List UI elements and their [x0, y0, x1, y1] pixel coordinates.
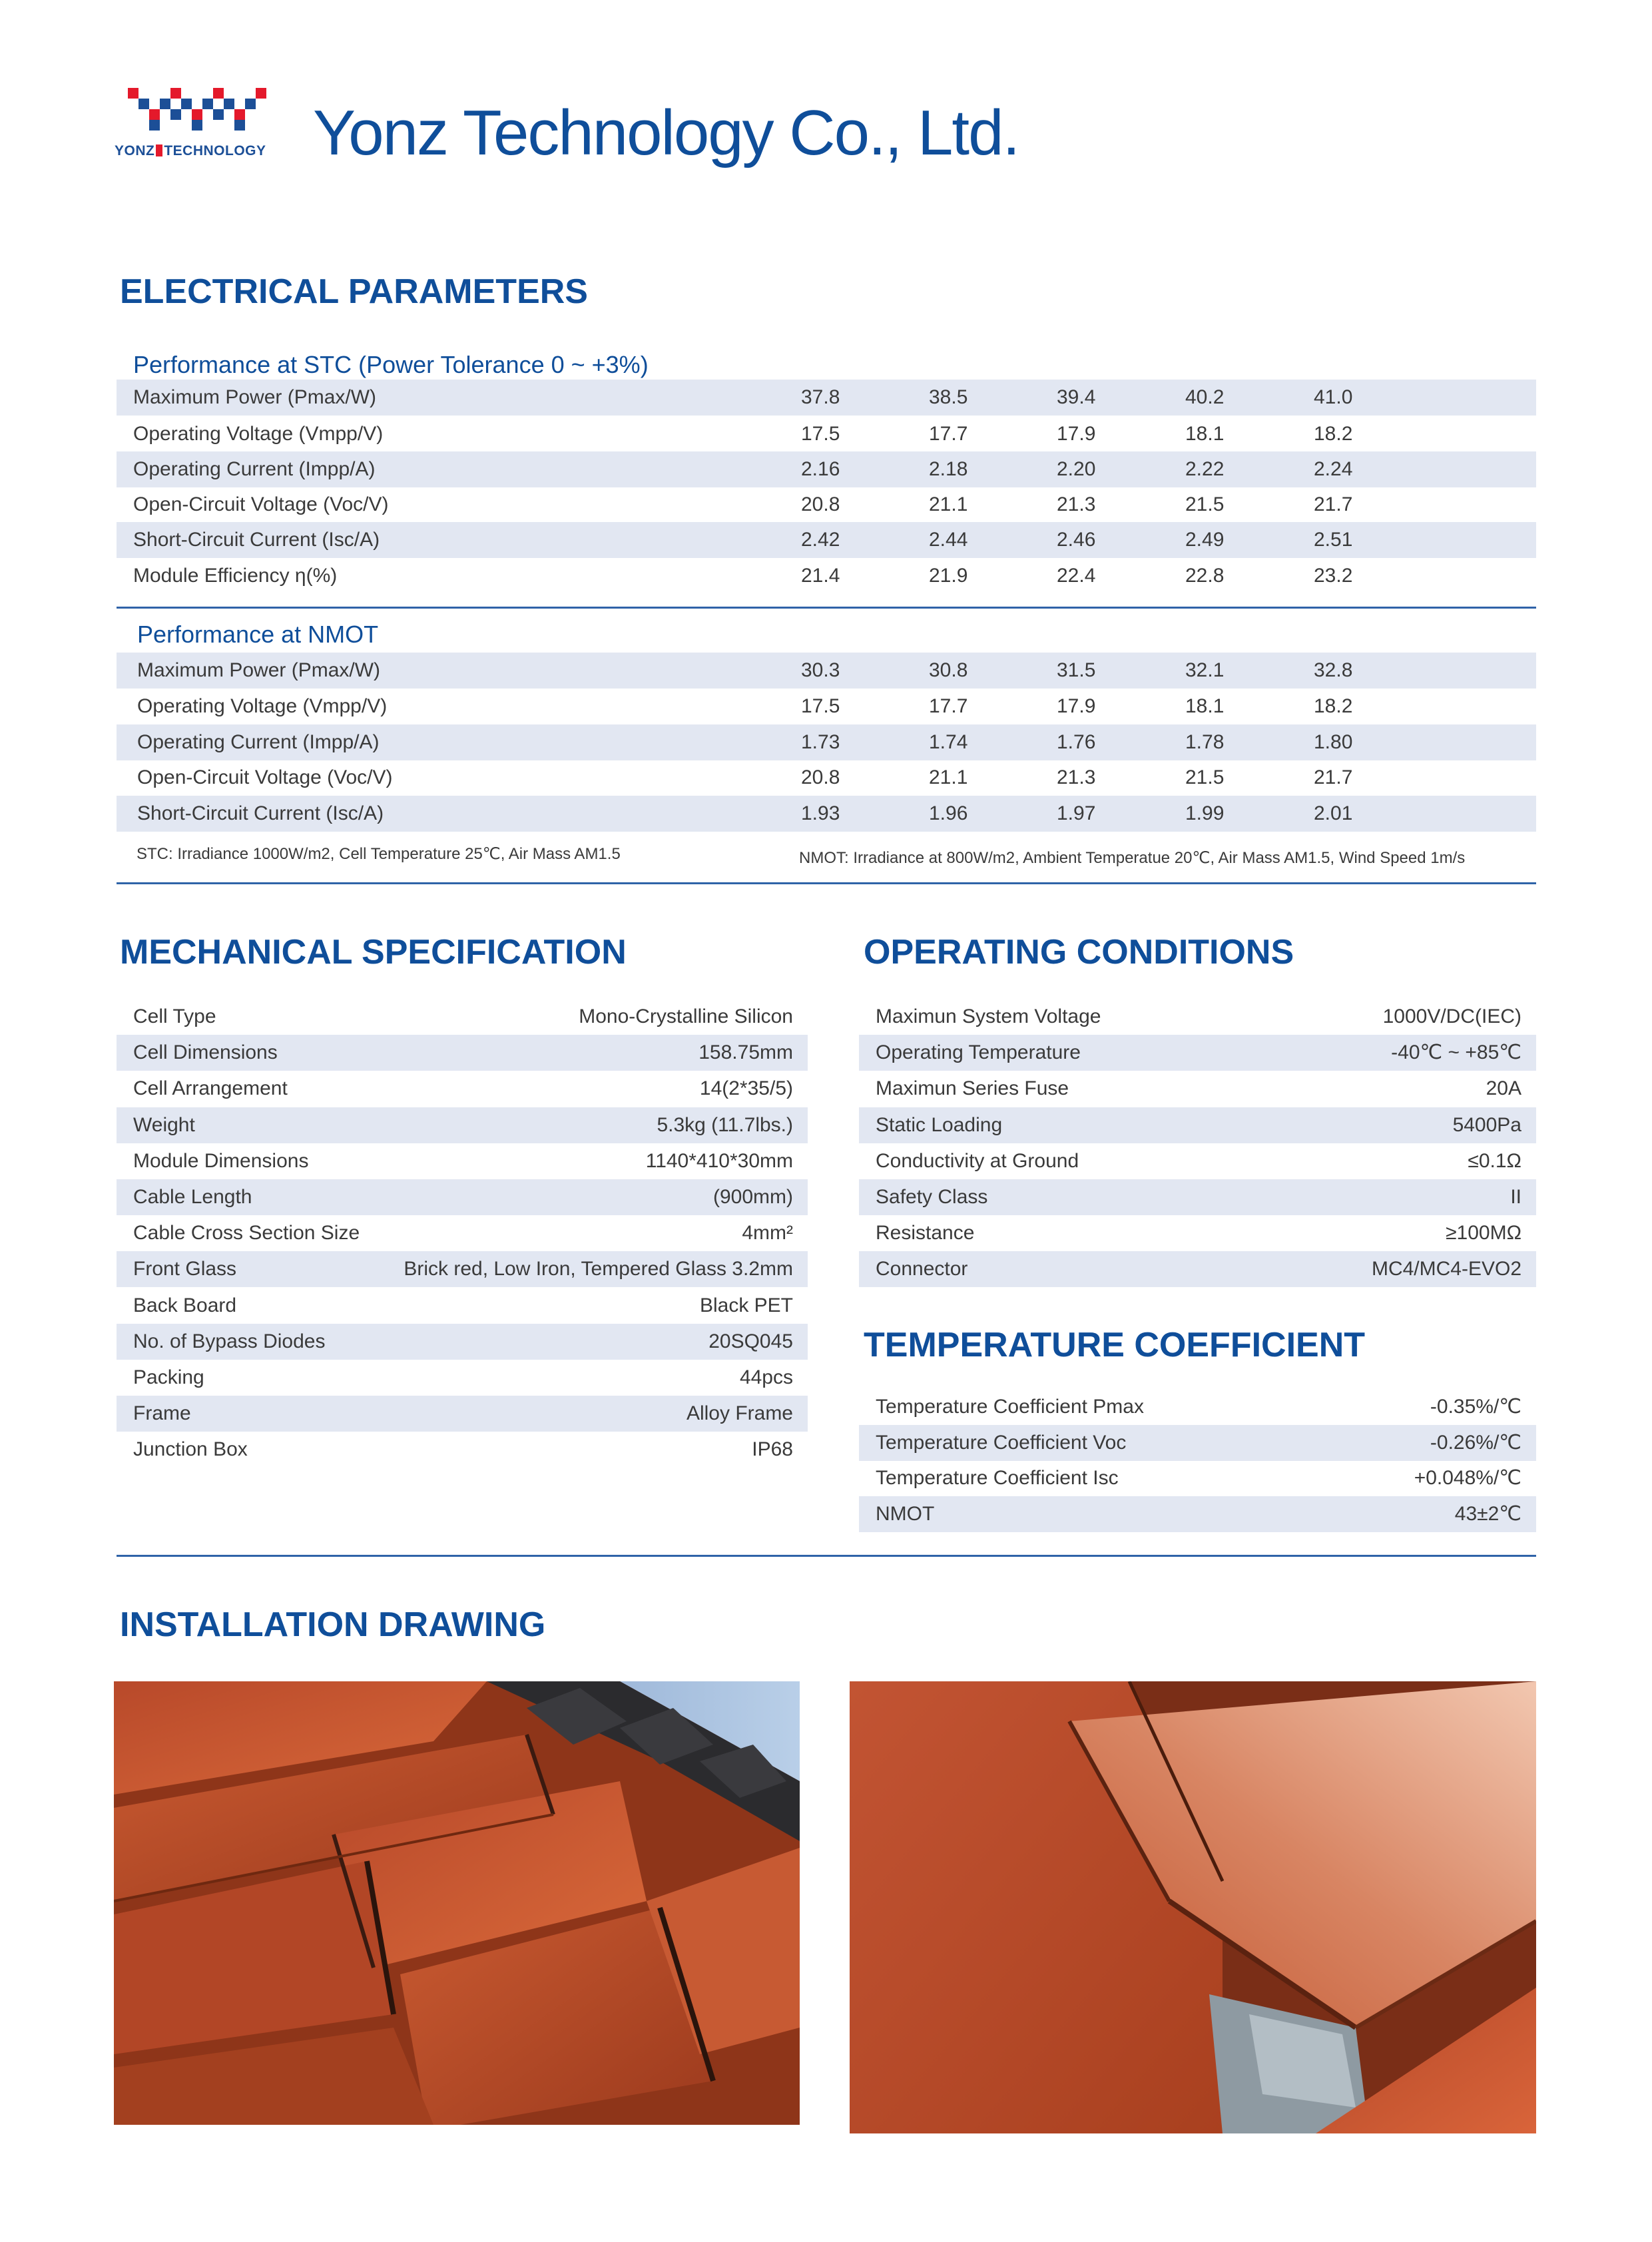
table-row — [117, 487, 1536, 523]
row-value: 1.74 — [929, 731, 968, 753]
row-value: 2.24 — [1314, 458, 1353, 480]
row-value: 2.46 — [1057, 529, 1096, 551]
row-value: 39.4 — [1057, 386, 1096, 408]
spec-row — [117, 1432, 808, 1468]
spec-label: Static Loading — [876, 1113, 1003, 1136]
row-value: 21.1 — [929, 766, 968, 788]
spec-row — [117, 1215, 808, 1251]
spec-label: No. of Bypass Diodes — [133, 1330, 326, 1352]
spec-row — [117, 1324, 808, 1360]
spec-label: Resistance — [876, 1222, 975, 1245]
temperature-title: TEMPERATURE COEFFICIENT — [864, 1326, 1366, 1364]
row-value: 1.93 — [801, 802, 840, 824]
row-value: 32.1 — [1185, 659, 1225, 681]
spec-label: Frame — [133, 1402, 191, 1425]
spec-label: Back Board — [133, 1294, 237, 1316]
row-value: 38.5 — [929, 386, 968, 408]
spec-row — [117, 1396, 808, 1432]
nmot-conditions-note: NMOT: Irradiance at 800W/m2, Ambient Temperatue 20℃, Air Mass AM1.5, Wind Speed 1m/s — [799, 849, 1466, 867]
spec-row — [117, 1360, 808, 1396]
row-value: 21.5 — [1185, 766, 1225, 788]
spec-label: Cell Type — [133, 1005, 216, 1027]
tile-closeup-illustration — [850, 1681, 1536, 2133]
nmot-title: Performance at NMOT — [137, 621, 379, 648]
row-label: Operating Voltage (Vmpp/V) — [137, 695, 388, 717]
row-value: 2.44 — [929, 529, 968, 551]
spec-label: NMOT — [876, 1502, 935, 1525]
row-value: 2.49 — [1185, 529, 1225, 551]
logo-wordmark — [115, 143, 266, 159]
logo-text-technology: TECHNOLOGY — [164, 143, 266, 158]
spec-value: (900mm) — [712, 1186, 793, 1208]
spec-label: Temperature Coefficient Isc — [876, 1467, 1119, 1489]
roof-tiles-illustration — [114, 1681, 800, 2125]
spec-label: Temperature Coefficient Voc — [876, 1431, 1127, 1454]
spec-label: Junction Box — [133, 1438, 248, 1461]
spec-value: -0.26%/℃ — [1430, 1431, 1521, 1454]
mechanical-title: MECHANICAL SPECIFICATION — [120, 933, 627, 972]
spec-row — [859, 1035, 1536, 1071]
row-value: 1.96 — [929, 802, 968, 824]
spec-value: Black PET — [699, 1294, 793, 1316]
company-name: Yonz Technology Co., Ltd. — [313, 97, 1019, 168]
spec-label: Operating Temperature — [876, 1041, 1081, 1064]
row-value: 2.22 — [1185, 458, 1225, 480]
table-row — [117, 796, 1536, 832]
installation-photo-closeup — [850, 1681, 1536, 2133]
row-label: Short-Circuit Current (Isc/A) — [133, 529, 380, 551]
spec-label: Weight — [133, 1113, 195, 1136]
stc-title: Performance at STC (Power Tolerance 0 ~ +3%) — [133, 351, 649, 378]
row-value: 18.1 — [1185, 423, 1225, 445]
spec-value: MC4/MC4-EVO2 — [1371, 1258, 1521, 1280]
logo-mark-icon — [113, 85, 280, 145]
row-value: 2.01 — [1314, 802, 1353, 824]
spec-value: -0.35%/℃ — [1430, 1396, 1521, 1418]
spec-row — [117, 1107, 808, 1143]
table-row — [117, 653, 1536, 689]
row-value: 2.20 — [1057, 458, 1096, 480]
spec-row — [859, 1251, 1536, 1287]
spec-label: Maximun System Voltage — [876, 1005, 1101, 1027]
spec-row — [859, 1071, 1536, 1107]
spec-label: Module Dimensions — [133, 1149, 309, 1172]
row-value: 21.3 — [1057, 493, 1096, 515]
spec-value: 5400Pa — [1452, 1113, 1521, 1136]
row-value: 1.80 — [1314, 731, 1353, 753]
spec-label: Packing — [133, 1366, 204, 1388]
divider — [117, 882, 1536, 884]
divider — [117, 1555, 1536, 1557]
row-value: 37.8 — [801, 386, 840, 408]
row-value: 17.7 — [929, 423, 968, 445]
row-value: 41.0 — [1314, 386, 1353, 408]
stc-conditions-note: STC: Irradiance 1000W/m2, Cell Temperature 25℃, Air Mass AM1.5 — [137, 845, 621, 863]
row-value: 17.9 — [1057, 695, 1096, 717]
row-value: 2.42 — [801, 529, 840, 551]
spec-row — [859, 1425, 1536, 1461]
logo-text-yonz: YONZ — [115, 143, 155, 158]
spec-label: Cell Arrangement — [133, 1077, 288, 1100]
spec-row — [859, 1496, 1536, 1532]
row-value: 31.5 — [1057, 659, 1096, 681]
spec-label: Connector — [876, 1258, 968, 1280]
row-value: 20.8 — [801, 493, 840, 515]
spec-value: 43±2℃ — [1454, 1502, 1521, 1525]
row-value: 17.5 — [801, 423, 840, 445]
table-row — [117, 760, 1536, 796]
table-row — [117, 380, 1536, 416]
spec-value: 20A — [1486, 1077, 1521, 1100]
spec-value: Mono-Crystalline Silicon — [579, 1005, 793, 1027]
spec-row — [859, 1107, 1536, 1143]
spec-label: Temperature Coefficient Pmax — [876, 1396, 1144, 1418]
row-value: 17.9 — [1057, 423, 1096, 445]
row-value: 40.2 — [1185, 386, 1225, 408]
spec-row — [117, 1071, 808, 1107]
spec-label: Front Glass — [133, 1258, 237, 1280]
row-value: 22.4 — [1057, 565, 1096, 587]
row-value: 1.99 — [1185, 802, 1225, 824]
row-value: 1.97 — [1057, 802, 1096, 824]
spec-row — [859, 1460, 1536, 1496]
row-value: 21.7 — [1314, 766, 1353, 788]
spec-value: -40℃ ~ +85℃ — [1391, 1041, 1521, 1064]
spec-value: ≥100MΩ — [1446, 1222, 1521, 1245]
spec-row — [859, 1389, 1536, 1425]
spec-value: 4mm² — [742, 1222, 793, 1245]
row-value: 18.2 — [1314, 423, 1353, 445]
row-value: 21.3 — [1057, 766, 1096, 788]
spec-value: 14(2*35/5) — [699, 1077, 793, 1100]
row-label: Operating Current (Impp/A) — [133, 458, 376, 480]
row-value: 18.1 — [1185, 695, 1225, 717]
row-label: Short-Circuit Current (Isc/A) — [137, 802, 384, 824]
row-value: 1.78 — [1185, 731, 1225, 753]
spec-value: 20SQ045 — [708, 1330, 793, 1352]
row-value: 17.7 — [929, 695, 968, 717]
spec-value: ≤0.1Ω — [1468, 1149, 1521, 1172]
table-row — [117, 416, 1536, 452]
spec-value: Alloy Frame — [686, 1402, 793, 1425]
spec-value: +0.048%/℃ — [1414, 1467, 1521, 1489]
row-label: Operating Current (Impp/A) — [137, 731, 380, 753]
row-value: 2.16 — [801, 458, 840, 480]
spec-row — [859, 999, 1536, 1035]
spec-row — [117, 1179, 808, 1215]
installation-photo-roof — [114, 1681, 800, 2125]
row-value: 21.7 — [1314, 493, 1353, 515]
row-value: 20.8 — [801, 766, 840, 788]
spec-label: Conductivity at Ground — [876, 1149, 1079, 1172]
spec-row — [859, 1179, 1536, 1215]
spec-row — [117, 1288, 808, 1324]
table-row — [117, 522, 1536, 558]
table-row — [117, 451, 1536, 487]
row-value: 2.18 — [929, 458, 968, 480]
installation-title: INSTALLATION DRAWING — [120, 1605, 546, 1644]
row-value: 21.4 — [801, 565, 840, 587]
spec-value: II — [1510, 1186, 1521, 1208]
row-value: 17.5 — [801, 695, 840, 717]
spec-row — [859, 1143, 1536, 1179]
spec-row — [117, 999, 808, 1035]
row-value: 1.73 — [801, 731, 840, 753]
row-value: 30.3 — [801, 659, 840, 681]
spec-row — [859, 1215, 1536, 1251]
spec-value: 1140*410*30mm — [645, 1149, 793, 1172]
spec-label: Safety Class — [876, 1186, 988, 1208]
spec-value: 158.75mm — [698, 1041, 793, 1064]
spec-label: Cable Length — [133, 1186, 252, 1208]
spec-row — [117, 1035, 808, 1071]
row-label: Operating Voltage (Vmpp/V) — [133, 423, 384, 445]
logo-separator — [156, 144, 162, 156]
row-value: 18.2 — [1314, 695, 1353, 717]
spec-row — [117, 1143, 808, 1179]
spec-value: 1000V/DC(IEC) — [1382, 1005, 1521, 1027]
spec-row — [117, 1251, 808, 1287]
table-row — [117, 558, 1536, 594]
row-label: Maximum Power (Pmax/W) — [137, 659, 381, 681]
row-label: Open-Circuit Voltage (Voc/V) — [137, 766, 393, 788]
electrical-title: ELECTRICAL PARAMETERS — [120, 272, 588, 311]
spec-value: Brick red, Low Iron, Tempered Glass 3.2mm — [404, 1258, 793, 1280]
spec-value: 44pcs — [739, 1366, 793, 1388]
row-label: Open-Circuit Voltage (Voc/V) — [133, 493, 389, 515]
row-value: 21.9 — [929, 565, 968, 587]
row-value: 23.2 — [1314, 565, 1353, 587]
spec-label: Cell Dimensions — [133, 1041, 278, 1064]
row-value: 30.8 — [929, 659, 968, 681]
row-value: 1.76 — [1057, 731, 1096, 753]
row-value: 21.1 — [929, 493, 968, 515]
spec-value: 5.3kg (11.7lbs.) — [657, 1113, 793, 1136]
row-value: 32.8 — [1314, 659, 1353, 681]
divider — [117, 607, 1536, 609]
table-row — [117, 724, 1536, 760]
row-value: 22.8 — [1185, 565, 1225, 587]
spec-label: Maximun Series Fuse — [876, 1077, 1069, 1100]
row-label: Module Efficiency η(%) — [133, 565, 338, 587]
row-value: 2.51 — [1314, 529, 1353, 551]
spec-label: Cable Cross Section Size — [133, 1222, 360, 1245]
row-label: Maximum Power (Pmax/W) — [133, 386, 377, 408]
operating-title: OPERATING CONDITIONS — [864, 933, 1294, 972]
row-value: 21.5 — [1185, 493, 1225, 515]
spec-value: IP68 — [752, 1438, 793, 1461]
table-row — [117, 689, 1536, 724]
